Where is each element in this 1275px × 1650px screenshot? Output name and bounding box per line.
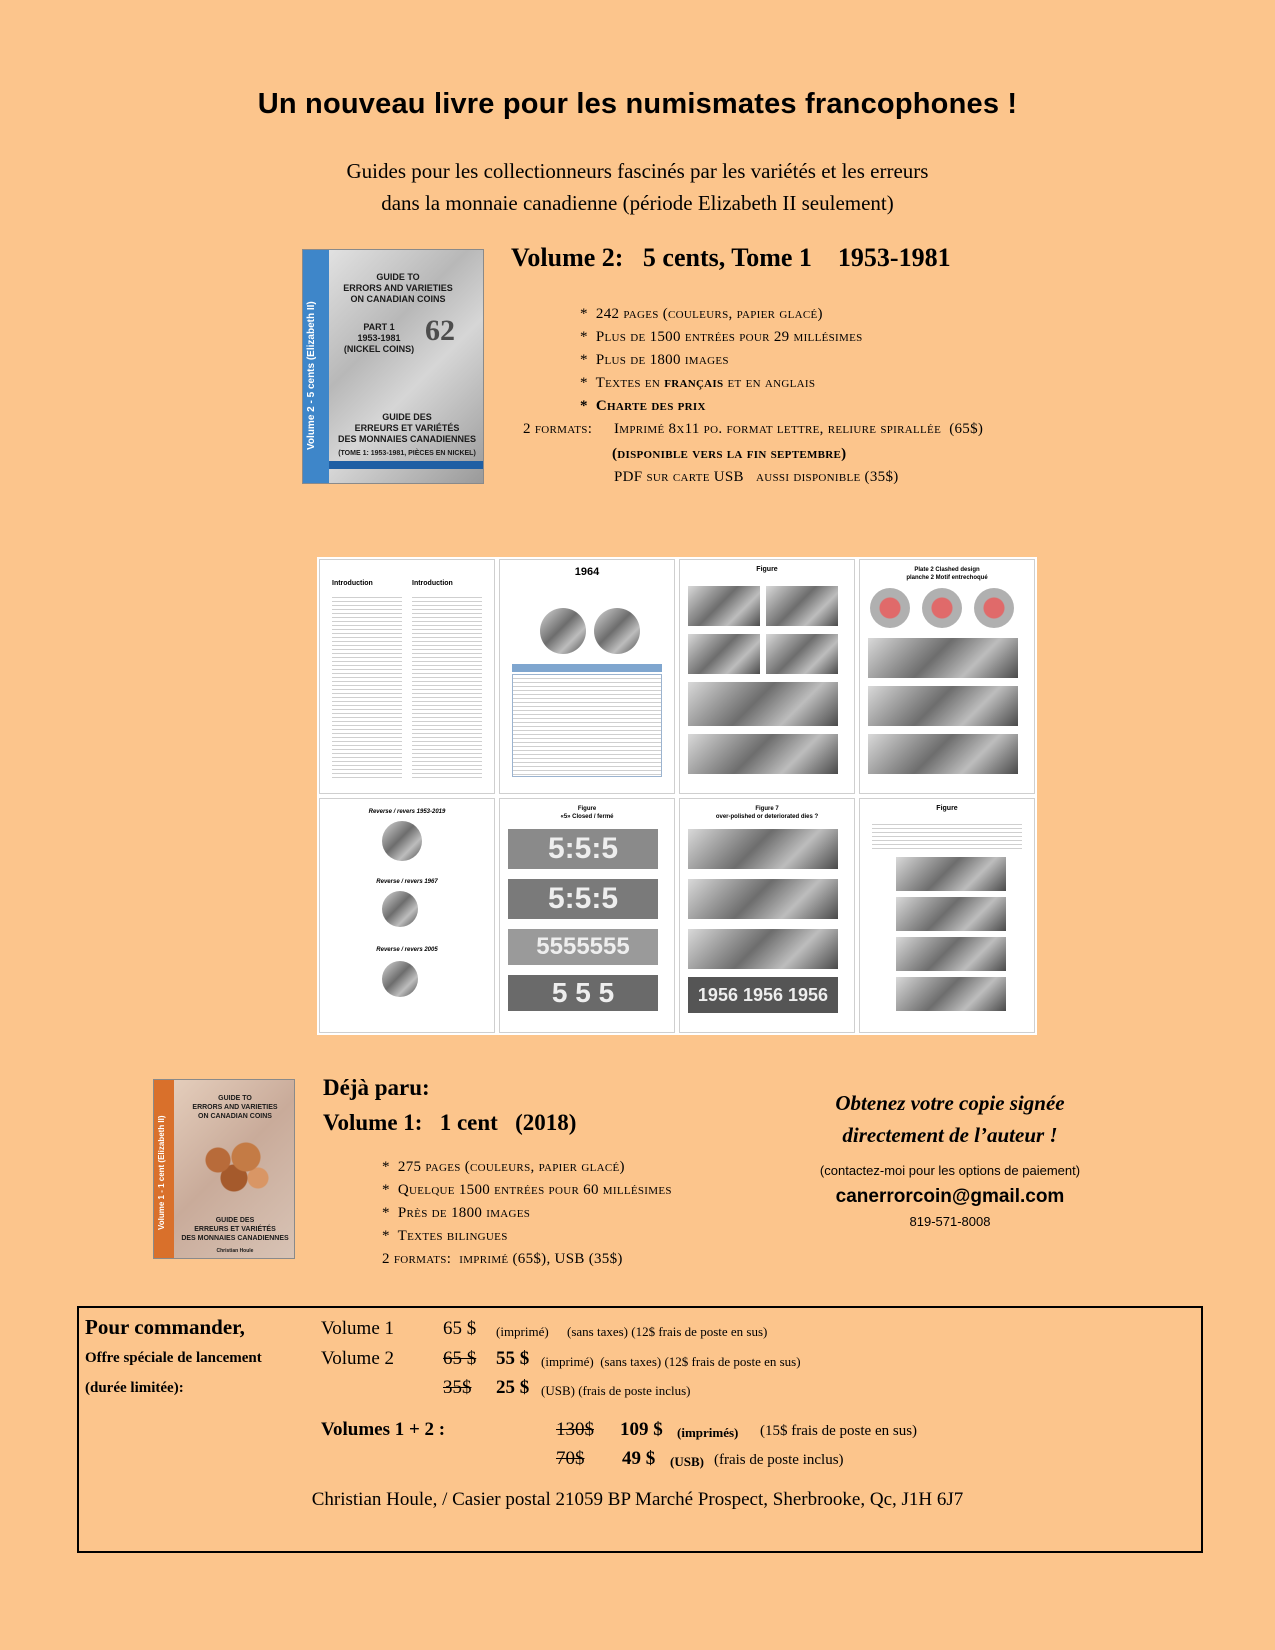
cover-line: DES MONNAIES CANADIENNES [181,1235,289,1242]
signed-copy-line-2: directement de l’auteur ! [842,1123,1058,1147]
order-combo-print-note-b: (15$ frais de poste en sus) [760,1423,918,1439]
sample-photo [688,879,838,919]
sample-figure-last-title: Figure [936,805,958,812]
order-combo-print-new: 109 $ [620,1419,663,1440]
sample-page-figure [679,559,855,794]
order-combo-usb-note-b: (frais de poste inclus) [714,1452,844,1468]
sample-page-reverse [319,798,495,1033]
contact-email[interactable]: canerrorcoin@gmail.com [835,1186,1065,1207]
volume-1-cover-image [153,1079,295,1259]
order-combo-usb-old: 70$ [556,1448,585,1469]
volume-2-cover-title-en [333,272,463,305]
sample-coin-photo [382,961,418,997]
volume-2-format-pdf: PDF sur carte USB aussi disponible (35$) [614,469,899,485]
page-title: Un nouveau livre pour les numismates francophones ! [257,88,1018,120]
order-combo-print-old: 130$ [556,1419,594,1440]
already-published-label: Déjà paru: [323,1075,430,1100]
order-volume-2-label: Volume 2 [321,1348,395,1369]
sample-photo [688,829,838,869]
sample-photo [688,586,760,626]
sample-text-block [872,821,1022,851]
sample-photo [766,634,838,674]
sample-plate-title [860,566,1034,582]
volume-2-format-print-note: (disponible vers la fin septembre) [612,446,847,462]
sample-intro-en: Introduction [332,580,373,587]
sample-text-column [332,594,402,779]
volume-1-formats: 2 formats: imprimé (65$), USB (35$) [382,1251,623,1267]
plate-title-line: planche 2 Motif entrechoqué [906,575,988,581]
sample-photo [896,977,1006,1011]
volume-1-cover-title-fr [176,1216,294,1243]
volume-1-cover-spine [154,1080,174,1258]
order-combo-usb-new: 49 $ [622,1448,656,1469]
order-volume-1-label: Volume 1 [321,1318,395,1339]
volume-1-cover-title-en [176,1094,294,1121]
sample-intro-fr: Introduction [412,580,453,587]
order-combo-print-note-a: (imprimés) [677,1425,739,1440]
order-volume-1-price: 65 $ [443,1318,477,1339]
volume-2-cover-tome: (TOME 1: 1953-1981, PIÈCES EN NICKEL) [338,450,476,457]
sample-figure-7-title [680,805,854,821]
volume-1-feature-images: * Près de 1800 images [382,1205,531,1221]
feature-bold-french: français [664,375,724,391]
cover-line: DES MONNAIES CANADIENNES [337,434,476,444]
cover-line: ERREURS ET VARIÉTÉS [194,1226,276,1233]
sample-photo [688,929,838,969]
volume-2-cover-title-fr [329,412,484,445]
order-volume-2-new-price: 55 $ [496,1348,530,1369]
sample-page-closed-5 [499,798,675,1033]
sample-photo [896,937,1006,971]
sample-photo [868,686,1018,726]
sample-digits-photo: 5555555 [508,929,658,965]
volume-2-cover-part [339,322,419,355]
figure-7-line: over-polished or deteriorated dies ? [715,814,819,820]
plate-title-line: Plate 2 Clashed design [914,567,980,573]
cover-line: ERRORS AND VARIETIES [343,283,453,293]
sample-photo [868,734,1018,774]
cover-line: GUIDE TO [376,272,420,282]
cover-line: PART 1 [363,322,395,332]
sample-page-introduction [319,559,495,794]
volume-2-cover-spine [303,250,329,483]
volume-1-cover-author: Christian Houle [216,1248,254,1254]
sample-coin-photo [540,608,586,654]
sample-reverse-title-3: Reverse / revers 2005 [376,947,438,953]
volume-1-heading: Volume 1: 1 cent (2018) [323,1110,577,1135]
sample-page-figure-7 [679,798,855,1033]
volume-2-format-print: Imprimé 8x11 po. format lettre, reliure spirallée (65$) [614,421,984,437]
order-combo-usb-note-a: (USB) [670,1454,704,1469]
subtitle-line-2: dans la monnaie canadienne (période Elizabeth II seulement) [381,191,894,215]
contact-phone: 819-571-8008 [909,1214,991,1229]
sample-table-body [512,674,662,777]
sample-photo [896,897,1006,931]
figure-7-line: Figure 7 [755,806,779,812]
sample-coin-red [922,588,962,628]
order-launch-offer: Offre spéciale de lancement [85,1350,262,1366]
payment-options-note: (contactez-moi pour les options de paiement) [819,1163,1081,1178]
sample-photo [896,857,1006,891]
volume-2-spine-text: Volume 2 - 5 cents (Elizabeth II) [306,301,317,450]
sample-text-column [412,594,482,779]
cover-line: 1953-1981 [357,333,401,343]
volume-1-feature-entries: * Quelque 1500 entrées pour 60 millésimes [382,1182,672,1198]
sample-coin-red [974,588,1014,628]
volume-2-cover-bar [329,461,484,469]
subtitle [0,155,1275,219]
order-volume-2-note: (imprimé) (sans taxes) (12$ frais de poste en sus) [541,1354,801,1369]
volume-2-feature-pages: * 242 pages (couleurs, papier glacé) [580,306,823,322]
volume-2-feature-entries: * Plus de 1500 entrées pour 29 millésimes [580,329,863,345]
sample-pages-collage [317,557,1037,1035]
cover-line: ERRORS AND VARIETIES [192,1104,278,1111]
sample-coin-photo [382,821,422,861]
volume-2-cover-image [302,249,484,484]
cover-line: GUIDE TO [218,1095,252,1102]
feature-text: * Textes en [580,375,665,391]
order-usb-old-price: 35$ [443,1377,472,1398]
sample-coin-red [870,588,910,628]
order-usb-note: (USB) (frais de poste inclus) [541,1383,691,1398]
volume-2-feature-images: * Plus de 1800 images [580,352,729,368]
signed-copy-callout [790,1087,1110,1151]
volume-2-heading: Volume 2: 5 cents, Tome 1 1953-1981 [511,243,951,272]
sample-year-digits-photo: 1956 1956 1956 [688,977,838,1013]
sample-digits-photo: 5 5 5 [508,975,658,1011]
sample-coin-photo [382,891,418,927]
sample-reverse-title-2: Reverse / revers 1967 [376,879,438,885]
sample-figure-title: Figure [756,566,778,573]
sample-digits-photo: 5:5:5 [508,879,658,919]
volume-2-feature-languages [580,375,815,392]
order-volume-2-old-price: 65 $ [443,1348,477,1369]
cover-line: GUIDE DES [215,1217,255,1224]
sample-reverse-title-1: Reverse / revers 1953-2019 [368,809,446,815]
cover-line: ERREURS ET VARIÉTÉS [354,423,460,433]
closed-title-line: Figure [577,806,597,812]
cover-line: ON CANADIAN COINS [350,294,446,304]
feature-text-after: et en anglais [723,375,816,391]
volume-1-cover-coins [194,1136,274,1196]
volume-2-formats-label: 2 formats: [523,421,593,437]
volume-1-spine-text: Volume 1 - 1 cent (Elizabeth II) [157,1115,166,1230]
cover-line: (NICKEL COINS) [343,344,415,354]
sample-photo [868,638,1018,678]
order-limited-duration: (durée limitée): [85,1380,184,1396]
signed-copy-line-1: Obtenez votre copie signée [835,1091,1065,1115]
volume-2-cover-number: 62 [425,314,455,347]
sample-photo [688,734,838,774]
sample-digits-photo: 5:5:5 [508,829,658,869]
order-usb-new-price: 25 $ [496,1377,530,1398]
sample-closed-title [500,805,674,821]
sample-table-header [512,664,662,672]
volume-2-feature-prices: * Charte des prix [580,398,706,414]
volume-1-feature-languages: * Textes bilingues [382,1228,508,1244]
closed-title-line: «5» Closed / fermé [560,814,614,820]
sample-page-figure-leaves [859,798,1035,1033]
mailing-address: Christian Houle, / Casier postal 21059 BP Marché Prospect, Sherbrooke, Qc, J1H 6J7 [311,1489,964,1510]
order-heading: Pour commander, [85,1315,245,1339]
sample-photo [688,682,838,726]
cover-line: GUIDE DES [382,412,432,422]
order-volume-1-note-b: (sans taxes) (12$ frais de poste en sus) [567,1324,768,1339]
subtitle-line-1: Guides pour les collectionneurs fascinés par les variétés et les erreurs [346,159,929,183]
cover-line: ON CANADIAN COINS [198,1113,272,1120]
sample-page-plate-2 [859,559,1035,794]
volume-1-feature-pages: * 275 pages (couleurs, papier glacé) [382,1159,625,1175]
sample-year-heading: 1964 [574,566,600,578]
sample-photo [688,634,760,674]
order-combo-label: Volumes 1 + 2 : [321,1419,446,1440]
sample-photo [766,586,838,626]
sample-coin-photo [594,608,640,654]
sample-page-1964 [499,559,675,794]
order-volume-1-note-a: (imprimé) [496,1324,549,1339]
